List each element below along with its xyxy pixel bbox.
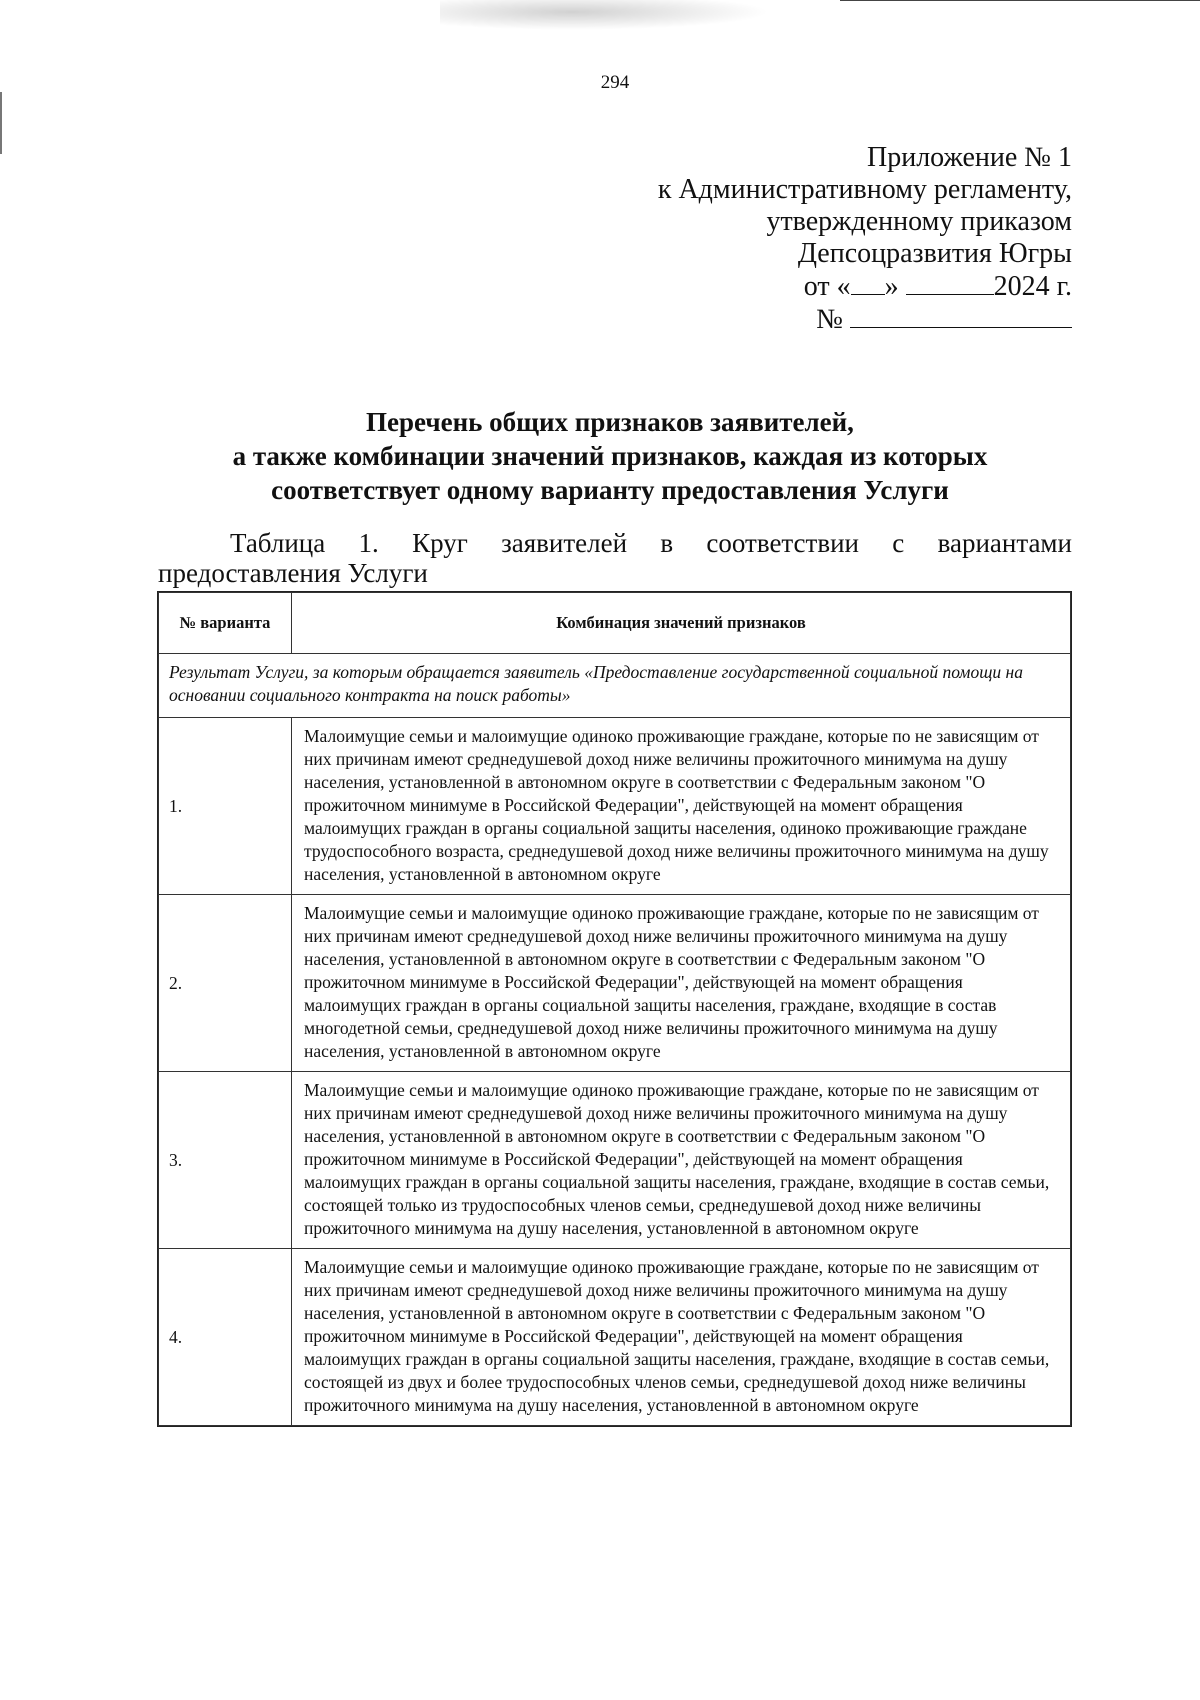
table-caption — [158, 528, 1072, 588]
date-year: 2024 г. — [993, 271, 1072, 302]
caption-word: Таблица — [230, 528, 326, 558]
variant-number: 4. — [159, 1249, 292, 1426]
caption-word: Круг — [412, 528, 468, 558]
page-number: 294 — [600, 72, 630, 93]
scan-edge-mark — [0, 92, 2, 154]
title-line-3: соответствует одному варианту предоставления Услуги — [271, 475, 949, 505]
appendix-line-3: утвержденному приказом — [766, 206, 1072, 237]
caption-word: заявителей — [501, 528, 628, 558]
table-row — [159, 1072, 1071, 1249]
scan-artifact — [440, 0, 770, 30]
date-prefix: от « — [803, 271, 851, 302]
table-row — [159, 1249, 1071, 1426]
appendix-number-line — [592, 303, 1072, 336]
title-line-2: а также комбинации значений признаков, каждая из которых — [232, 441, 988, 471]
appendix-line-1: Приложение № 1 — [867, 142, 1072, 173]
variant-number: 1. — [159, 718, 292, 895]
caption-word: 1. — [358, 528, 379, 558]
date-mid: » — [884, 271, 899, 302]
appendix-date-line — [592, 270, 1072, 303]
header-variant-number: № варианта — [159, 593, 292, 654]
appendix-line-2: к Административному регламенту, — [657, 174, 1072, 205]
table-row — [159, 718, 1071, 895]
table-header-row — [159, 593, 1071, 654]
table-row — [159, 895, 1071, 1072]
day-blank — [851, 270, 885, 295]
caption-line-2: предоставления Услуги — [158, 558, 428, 588]
number-prefix: № — [816, 304, 843, 335]
document-title — [150, 405, 1070, 507]
variant-description: Малоимущие семьи и малоимущие одиноко проживающие граждане, которые по не зависящим от них причинам имеют среднедушевой доход ниже величины прожиточного минимума на душу населения, установленной в автономном округе в соответствии с Федеральным законом "О прожиточном минимуме в Российской Федерации", действующей на момент обращения малоимущих граждан в органы социальной защиты населения, одиноко проживающие граждане трудоспособного возраста, среднедушевой доход ниже величины прожиточного минимума на душу населения, установленной в автономном округе — [292, 718, 1071, 895]
variant-description: Малоимущие семьи и малоимущие одиноко проживающие граждане, которые по не зависящим от них причинам имеют среднедушевой доход ниже величины прожиточного минимума на душу населения, установленной в автономном округе в соответствии с Федеральным законом "О прожиточном минимуме в Российской Федерации", действующей на момент обращения малоимущих граждан в органы социальной защиты населения, граждане, входящие в состав семьи, состоящей только из трудоспособных членов семьи, среднедушевой доход ниже величины прожиточного минимума на душу населения, установленной в автономном округе — [292, 1072, 1071, 1249]
variant-description: Малоимущие семьи и малоимущие одиноко проживающие граждане, которые по не зависящим от них причинам имеют среднедушевой доход ниже величины прожиточного минимума на душу населения, установленной в автономном округе в соответствии с Федеральным законом "О прожиточном минимуме в Российской Федерации", действующей на момент обращения малоимущих граждан в органы социальной защиты населения, граждане, входящие в состав многодетной семьи, среднедушевой доход ниже величины прожиточного минимума на душу населения, установленной в автономном округе — [292, 895, 1071, 1072]
variant-number: 3. — [159, 1072, 292, 1249]
variants-table — [157, 591, 1072, 1427]
variant-description: Малоимущие семьи и малоимущие одиноко проживающие граждане, которые по не зависящим от них причинам имеют среднедушевой доход ниже величины прожиточного минимума на душу населения, установленной в автономном округе в соответствии с Федеральным законом "О прожиточном минимуме в Российской Федерации", действующей на момент обращения малоимущих граждан в органы социальной защиты населения, граждане, входящие в состав семьи, состоящей из двух и более трудоспособных членов семьи, среднедушевой доход ниже величины прожиточного минимума на душу населения, установленной в автономном округе — [292, 1249, 1071, 1426]
header-combination: Комбинация значений признаков — [292, 593, 1071, 654]
caption-word: с — [892, 528, 905, 558]
caption-word: в — [660, 528, 674, 558]
variant-number: 2. — [159, 895, 292, 1072]
number-blank — [850, 303, 1072, 328]
month-blank — [906, 270, 994, 295]
scan-edge-line — [840, 0, 1200, 1]
caption-word: соответствии — [706, 528, 859, 558]
appendix-line-4: Депсоцразвития Югры — [797, 238, 1072, 269]
result-text: Результат Услуги, за которым обращается заявитель «Предоставление государственной социальной помощи на основании социального контракта на поиск работы» — [159, 654, 1071, 718]
title-line-1: Перечень общих признаков заявителей, — [366, 407, 854, 437]
caption-line-1 — [158, 528, 1072, 558]
caption-word: вариантами — [937, 528, 1072, 558]
result-row — [159, 654, 1071, 718]
appendix-block — [592, 142, 1072, 336]
